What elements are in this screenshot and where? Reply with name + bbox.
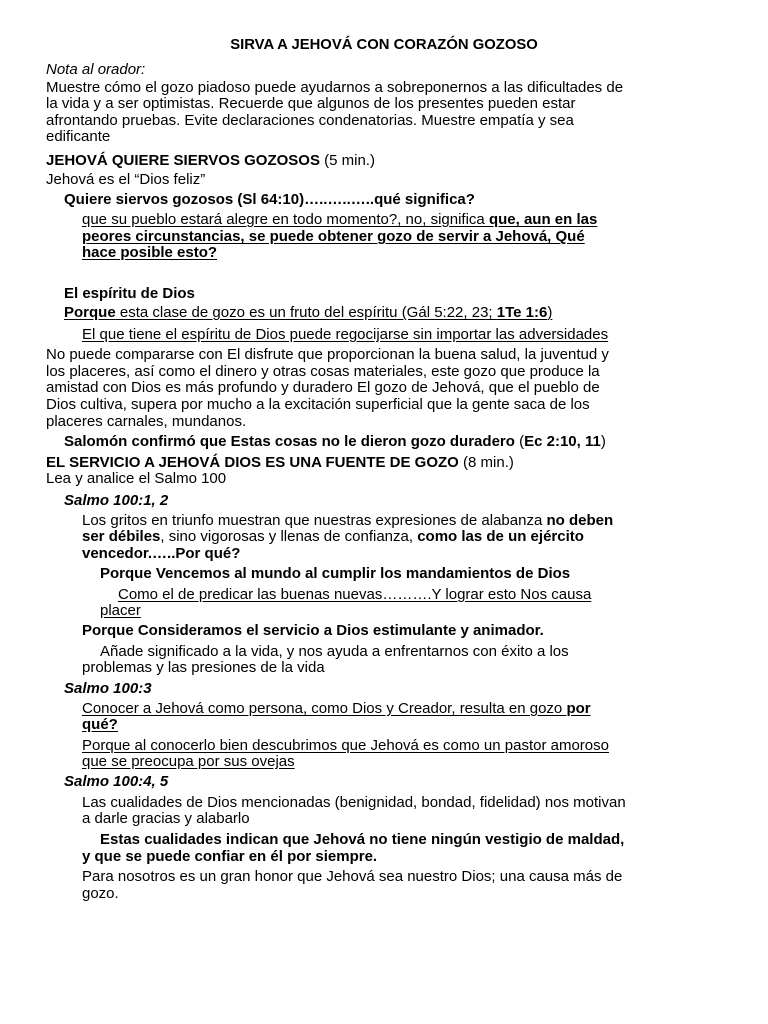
answer-emphasis: que, aun en las	[488, 211, 598, 228]
compare-line: No puede compararse con El disfrute que proporcionan la buena salud, la juventud y	[46, 346, 609, 363]
adds-line: problemas y las presiones de la vida	[82, 659, 325, 676]
solomon-line	[64, 433, 606, 450]
because-line	[64, 304, 552, 321]
adds-line: Añade significado a la vida, y nos ayuda a enfrentarnos con éxito a los	[100, 643, 569, 660]
solomon-paren: (	[514, 433, 525, 450]
because-ref: 1Te 1:6	[496, 304, 548, 321]
shouts-text: Los gritos en triunfo muestran que nuestras expresiones de alabanza	[82, 512, 547, 529]
spirit-line: El que tiene el espíritu de Dios puede regocijarse sin importar las adversidades	[82, 326, 609, 343]
shouts-line	[82, 528, 584, 545]
preach-line: Como el de predicar las buenas nuevas……….Y lograr esto Nos causa	[118, 586, 592, 603]
section1-intro: Jehová es el “Dios feliz”	[46, 171, 206, 188]
solomon-paren-close: )	[600, 433, 606, 450]
shepherd-line: Porque al conocerlo bien descubrimos que Jehová es como un pastor amoroso	[82, 737, 609, 754]
trust-line: y que se puede confiar en él por siempre.	[82, 848, 378, 865]
solomon-ref: Ec 2:10, 11	[524, 433, 601, 450]
psalm-heading: Salmo 100:3	[64, 680, 152, 697]
because-text: esta clase de gozo es un fruto del espíritu (Gál 5:22, 23;	[115, 304, 497, 321]
compare-line: amistad con Dios es más profundo y duradero El gozo de Jehová, que el pueblo de	[46, 379, 600, 396]
section1-heading-line	[46, 152, 375, 169]
note-line: edificante	[46, 128, 111, 145]
shouts-line	[82, 512, 613, 529]
because-point: Porque Consideramos el servicio a Dios estimulante y animador.	[82, 622, 544, 639]
psalm-heading: Salmo 100:1, 2	[64, 492, 169, 509]
section2-heading-line	[46, 454, 514, 471]
compare-line: Dios cultiva, supera por mucho a la excitación superficial que la gente saca de los	[46, 396, 590, 413]
answer-line: hace posible esto?	[82, 244, 218, 261]
know-line: qué?	[82, 716, 118, 733]
note-line: afrontando pruebas. Evite declaraciones condenatorias. Muestre empatía y sea	[46, 112, 574, 129]
because-word: Porque	[64, 304, 116, 321]
section1-time: (5 min.)	[319, 152, 375, 169]
answer-line	[82, 211, 597, 228]
shouts-emphasis: no deben	[546, 512, 614, 529]
section2-intro: Lea y analice el Salmo 100	[46, 470, 227, 487]
compare-line: los placeres, así como el dinero y otras cosas materiales, este gozo que produce la	[46, 363, 600, 380]
shouts-text: , sino vigorosas y llenas de confianza,	[160, 528, 418, 545]
note-label: Nota al orador:	[46, 61, 146, 78]
section1-heading: JEHOVÁ QUIERE SIERVOS GOZOSOS	[46, 152, 320, 169]
section2-time: (8 min.)	[458, 454, 514, 471]
shepherd-line: que se preocupa por sus ovejas	[82, 753, 295, 770]
preach-line: placer	[100, 602, 141, 619]
shouts-emphasis: ser débiles	[82, 528, 161, 545]
shouts-emphasis: como las de un ejército	[417, 528, 584, 545]
know-text: Conocer a Jehová como persona, como Dios y Creador, resulta en gozo	[82, 700, 567, 717]
solomon-text: Salomón confirmó que Estas cosas no le dieron gozo duradero	[64, 433, 515, 450]
note-line: la vida y a ser optimistas. Recuerde que algunos de los presentes pueden estar	[46, 95, 576, 112]
document-title: SIRVA A JEHOVÁ CON CORAZÓN GOZOSO	[230, 37, 538, 53]
know-line	[82, 700, 591, 717]
because-point: Porque Vencemos al mundo al cumplir los mandamientos de Dios	[100, 565, 571, 582]
trust-line: Estas cualidades indican que Jehová no tiene ningún vestigio de maldad,	[100, 831, 625, 848]
spirit-heading: El espíritu de Dios	[64, 285, 195, 302]
qualities-line: Las cualidades de Dios mencionadas (benignidad, bondad, fidelidad) nos motivan	[82, 794, 626, 811]
qualities-line: a darle gracias y alabarlo	[82, 810, 250, 827]
honor-line: Para nosotros es un gran honor que Jehová sea nuestro Dios; una causa más de	[82, 868, 623, 885]
psalm-heading: Salmo 100:4, 5	[64, 773, 169, 790]
answer-text: que su pueblo estará alegre en todo momento?, no, significa	[82, 211, 489, 228]
compare-line: placeres carnales, mundanos.	[46, 413, 247, 430]
section2-heading: EL SERVICIO A JEHOVÁ DIOS ES UNA FUENTE DE GOZO	[46, 454, 459, 471]
know-emphasis: por	[566, 700, 591, 717]
honor-line: gozo.	[82, 885, 119, 902]
answer-line: peores circunstancias, se puede obtener gozo de servir a Jehová, Qué	[82, 228, 585, 245]
because-close: )	[547, 304, 553, 321]
note-line: Muestre cómo el gozo piadoso puede ayudarnos a sobreponernos a las dificultades de	[46, 79, 624, 96]
shouts-line: vencedor.…..Por qué?	[82, 545, 241, 562]
section1-question: Quiere siervos gozosos (Sl 64:10)…..…..…..qué significa?	[64, 191, 475, 208]
